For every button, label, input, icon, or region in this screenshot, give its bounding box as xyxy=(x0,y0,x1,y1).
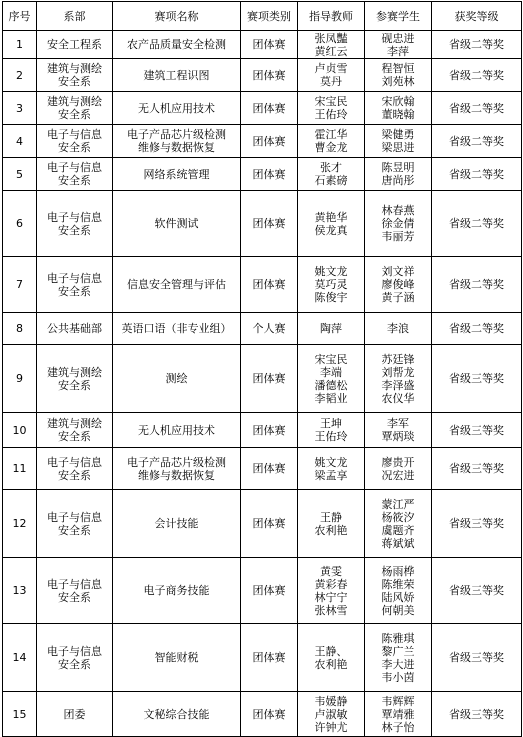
cell-students-line: 刘文祥 xyxy=(381,265,415,278)
cell-dept xyxy=(37,92,113,125)
table-row xyxy=(3,125,522,158)
cell-students-line: 林子怡 xyxy=(381,720,415,734)
cell-teachers xyxy=(298,448,365,490)
cell-dept-line: 建筑与测绘 xyxy=(47,417,102,430)
cell-teachers-line: 王佑玲 xyxy=(314,430,348,443)
cell-students-line: 李军 xyxy=(387,417,409,430)
cell-type: 团体赛 xyxy=(241,31,298,59)
cell-no: 8 xyxy=(3,313,37,345)
table-body xyxy=(3,31,522,737)
cell-students xyxy=(365,59,432,92)
cell-students-line: 唐尚彤 xyxy=(381,174,415,187)
cell-no: 9 xyxy=(3,345,37,413)
cell-teachers-line: 陶萍 xyxy=(320,322,342,335)
cell-type: 团体赛 xyxy=(241,413,298,448)
cell-dept xyxy=(37,125,113,158)
cell-event xyxy=(113,31,241,59)
cell-students-line: 徐金倩 xyxy=(381,217,415,230)
cell-students-line: 蒋斌斌 xyxy=(381,536,415,550)
cell-award: 省级二等奖 xyxy=(432,257,522,313)
cell-dept xyxy=(37,448,113,490)
cell-teachers xyxy=(298,191,365,257)
cell-students-line: 杨筱汐 xyxy=(381,510,415,524)
cell-students-line: 农仪华 xyxy=(381,391,415,405)
cell-teachers-line: 黄红云 xyxy=(314,44,348,58)
cell-dept-line: 安全系 xyxy=(58,590,91,604)
cell-students-line: 梁思进 xyxy=(381,141,415,154)
cell-dept-line: 安全系 xyxy=(58,430,91,443)
cell-event-line: 会计技能 xyxy=(154,517,199,530)
cell-students xyxy=(365,92,432,125)
cell-dept-line: 安全系 xyxy=(58,284,91,298)
cell-dept-line: 建筑与测绘 xyxy=(47,365,102,379)
cell-event-line: 无人机应用技术 xyxy=(138,423,215,437)
cell-type: 团体赛 xyxy=(241,448,298,490)
cell-dept xyxy=(37,624,113,692)
cell-dept-line: 电子与信息 xyxy=(47,644,102,658)
cell-type: 团体赛 xyxy=(241,59,298,92)
cell-students-line: 陈雅琪 xyxy=(381,631,415,645)
cell-dept-line: 电子与信息 xyxy=(47,210,102,224)
cell-teachers xyxy=(298,31,365,59)
cell-students xyxy=(365,191,432,257)
cell-no: 5 xyxy=(3,158,37,191)
header-cell-no: 序号 xyxy=(3,2,37,31)
cell-type: 团体赛 xyxy=(241,92,298,125)
cell-students-line: 虞题齐 xyxy=(381,523,415,537)
cell-teachers xyxy=(298,624,365,692)
cell-no: 1 xyxy=(3,31,37,59)
cell-students-line: 宋欣翰 xyxy=(381,95,415,108)
header-row xyxy=(3,2,522,31)
cell-dept xyxy=(37,313,113,345)
cell-students-line: 况宏进 xyxy=(381,468,415,482)
cell-dept xyxy=(37,692,113,737)
table-row xyxy=(3,558,522,624)
cell-dept-line: 安全系 xyxy=(58,378,91,392)
cell-award: 省级二等奖 xyxy=(432,313,522,345)
cell-dept-line: 公共基础部 xyxy=(47,322,102,335)
cell-teachers-line: 卢淑敏 xyxy=(314,707,348,721)
cell-no: 13 xyxy=(3,558,37,624)
cell-event-line: 信息安全管理与评估 xyxy=(127,278,226,291)
cell-teachers xyxy=(298,413,365,448)
cell-event-line: 电子产品芯片级检测 xyxy=(127,128,226,141)
cell-students-line: 杨雨桦 xyxy=(381,564,415,578)
cell-dept-line: 建筑与测绘 xyxy=(47,62,102,75)
cell-teachers-line: 姚文龙 xyxy=(314,455,348,469)
cell-event-line: 无人机应用技术 xyxy=(138,101,215,115)
cell-teachers-line: 王坤 xyxy=(320,417,342,430)
cell-no: 14 xyxy=(3,624,37,692)
cell-type: 团体赛 xyxy=(241,624,298,692)
cell-dept xyxy=(37,257,113,313)
cell-event-line: 建筑工程识图 xyxy=(143,68,210,82)
cell-students-line: 陈昱明 xyxy=(381,161,415,174)
cell-award: 省级二等奖 xyxy=(432,92,522,125)
cell-dept xyxy=(37,59,113,92)
cell-teachers-line: 霍江华 xyxy=(314,128,348,141)
cell-teachers-line: 曹金龙 xyxy=(314,141,348,154)
cell-students-line: 廖贵开 xyxy=(381,455,415,469)
cell-students-line: 廖俊峰 xyxy=(381,278,415,291)
cell-teachers-line: 宋宝民 xyxy=(314,95,348,108)
cell-students-line: 何朝美 xyxy=(381,603,415,617)
cell-students-line: 刘苑林 xyxy=(381,75,415,88)
table-row xyxy=(3,59,522,92)
cell-event xyxy=(113,413,241,448)
cell-students-line: 李萍 xyxy=(387,44,409,58)
cell-event xyxy=(113,624,241,692)
cell-dept xyxy=(37,158,113,191)
cell-teachers xyxy=(298,313,365,345)
cell-event xyxy=(113,692,241,737)
cell-dept xyxy=(37,413,113,448)
cell-students xyxy=(365,448,432,490)
cell-dept-line: 安全系 xyxy=(58,141,91,154)
cell-teachers xyxy=(298,558,365,624)
cell-award: 省级二等奖 xyxy=(432,125,522,158)
cell-dept-line: 电子与信息 xyxy=(47,161,102,174)
cell-students-line: 黄子涵 xyxy=(381,291,415,304)
cell-students-line: 覃靖雅 xyxy=(381,707,415,721)
cell-type: 团体赛 xyxy=(241,692,298,737)
table-row xyxy=(3,624,522,692)
cell-award: 省级二等奖 xyxy=(432,191,522,257)
table-row xyxy=(3,191,522,257)
cell-teachers-line: 王佑玲 xyxy=(314,108,348,121)
cell-students-line: 梁健勇 xyxy=(381,128,415,141)
cell-students-line: 韦丽芳 xyxy=(381,230,415,243)
cell-students-line: 蒙江严 xyxy=(381,497,415,511)
cell-event xyxy=(113,125,241,158)
cell-event xyxy=(113,59,241,92)
cell-students-line: 李浪 xyxy=(387,322,409,335)
cell-teachers-line: 王静 xyxy=(320,510,342,524)
cell-type: 团体赛 xyxy=(241,125,298,158)
cell-students xyxy=(365,624,432,692)
cell-event xyxy=(113,558,241,624)
cell-students-line: 韦小茵 xyxy=(381,670,415,684)
cell-dept xyxy=(37,31,113,59)
cell-students xyxy=(365,313,432,345)
cell-dept-line: 电子与信息 xyxy=(47,455,102,469)
cell-teachers xyxy=(298,125,365,158)
cell-no: 7 xyxy=(3,257,37,313)
cell-teachers xyxy=(298,59,365,92)
header-cell-dept: 系部 xyxy=(37,2,113,31)
cell-teachers-line: 农利艳 xyxy=(314,523,348,537)
header-cell-award: 获奖等级 xyxy=(432,2,522,31)
cell-event-line: 网络系统管理 xyxy=(143,167,210,181)
cell-teachers-line: 张林雪 xyxy=(314,603,348,617)
cell-students-line: 李大进 xyxy=(381,657,415,671)
cell-type: 团体赛 xyxy=(241,257,298,313)
cell-teachers-line: 侯龙真 xyxy=(314,223,348,237)
cell-dept-line: 电子与信息 xyxy=(47,271,102,285)
cell-dept-line: 安全工程系 xyxy=(47,38,102,51)
cell-award: 省级三等奖 xyxy=(432,413,522,448)
cell-dept-line: 安全系 xyxy=(58,468,91,482)
cell-type: 团体赛 xyxy=(241,345,298,413)
cell-teachers-line: 姚文龙 xyxy=(314,265,348,278)
cell-type: 个人赛 xyxy=(241,313,298,345)
cell-teachers-line: 莫巧灵 xyxy=(314,278,348,291)
cell-event xyxy=(113,448,241,490)
cell-award: 省级三等奖 xyxy=(432,558,522,624)
cell-event xyxy=(113,313,241,345)
cell-teachers-line: 王静、 xyxy=(314,644,348,658)
cell-award: 省级二等奖 xyxy=(432,59,522,92)
cell-dept-line: 安全系 xyxy=(58,174,91,187)
cell-award: 省级三等奖 xyxy=(432,692,522,737)
cell-students xyxy=(365,558,432,624)
cell-dept xyxy=(37,558,113,624)
table-row xyxy=(3,345,522,413)
cell-event xyxy=(113,92,241,125)
cell-teachers-line: 李韬业 xyxy=(314,391,348,405)
cell-teachers-line: 许钟尤 xyxy=(314,720,348,734)
cell-dept xyxy=(37,345,113,413)
cell-students-line: 苏廷锋 xyxy=(381,352,415,366)
cell-teachers-line: 农利艳 xyxy=(314,657,348,671)
cell-students xyxy=(365,31,432,59)
cell-students-line: 刘帮龙 xyxy=(381,365,415,379)
header-cell-type: 赛项类别 xyxy=(241,2,298,31)
cell-teachers xyxy=(298,257,365,313)
cell-students xyxy=(365,692,432,737)
cell-type: 团体赛 xyxy=(241,558,298,624)
cell-no: 3 xyxy=(3,92,37,125)
cell-dept-line: 电子与信息 xyxy=(47,510,102,524)
cell-teachers-line: 梁孟享 xyxy=(314,468,348,482)
cell-dept-line: 安全系 xyxy=(58,657,91,671)
cell-students xyxy=(365,490,432,558)
cell-students xyxy=(365,257,432,313)
cell-event-line: 测绘 xyxy=(165,372,188,385)
cell-no: 6 xyxy=(3,191,37,257)
cell-dept-line: 建筑与测绘 xyxy=(47,95,102,108)
table-row xyxy=(3,490,522,558)
cell-students xyxy=(365,413,432,448)
cell-teachers xyxy=(298,490,365,558)
table-row xyxy=(3,92,522,125)
cell-students-line: 韦辉辉 xyxy=(381,694,415,708)
cell-type: 团体赛 xyxy=(241,490,298,558)
cell-no: 10 xyxy=(3,413,37,448)
cell-no: 11 xyxy=(3,448,37,490)
table-row xyxy=(3,257,522,313)
cell-dept-line: 电子与信息 xyxy=(47,128,102,141)
cell-event-line: 软件测试 xyxy=(154,217,199,230)
cell-no: 12 xyxy=(3,490,37,558)
table-row xyxy=(3,448,522,490)
cell-students-line: 陆风娇 xyxy=(381,590,415,604)
cell-students-line: 覃炳琰 xyxy=(381,430,415,443)
cell-dept xyxy=(37,490,113,558)
cell-award: 省级三等奖 xyxy=(432,448,522,490)
cell-teachers-line: 潘德松 xyxy=(314,378,348,392)
cell-event-line: 电子产品芯片级检测 xyxy=(127,455,226,469)
header-cell-students: 参赛学生 xyxy=(365,2,432,31)
cell-event-line: 文秘综合技能 xyxy=(143,707,210,721)
header-cell-event: 赛项名称 xyxy=(113,2,241,31)
cell-teachers-line: 黄艳华 xyxy=(314,210,348,224)
cell-teachers xyxy=(298,692,365,737)
cell-dept-line: 安全系 xyxy=(58,108,91,121)
cell-event-line: 维修与数据恢复 xyxy=(138,468,215,482)
cell-students xyxy=(365,125,432,158)
cell-teachers xyxy=(298,158,365,191)
cell-award: 省级二等奖 xyxy=(432,158,522,191)
cell-dept xyxy=(37,191,113,257)
cell-event-line: 电子商务技能 xyxy=(143,584,210,597)
cell-students-line: 程智恒 xyxy=(381,62,415,75)
cell-teachers-line: 陈俊宇 xyxy=(314,291,348,304)
cell-event xyxy=(113,345,241,413)
cell-event-line: 农产品质量安全检测 xyxy=(127,38,226,51)
cell-students-line: 黎广兰 xyxy=(381,644,415,658)
cell-event xyxy=(113,490,241,558)
cell-teachers-line: 莫丹 xyxy=(320,75,342,88)
cell-teachers-line: 林宁宁 xyxy=(314,590,348,604)
cell-dept-line: 安全系 xyxy=(58,523,91,537)
table-row xyxy=(3,413,522,448)
cell-teachers-line: 黄彩春 xyxy=(314,577,348,591)
cell-teachers-line: 韦媛静 xyxy=(314,694,348,708)
cell-teachers xyxy=(298,345,365,413)
cell-students-line: 林春燕 xyxy=(381,204,415,217)
cell-teachers-line: 张凤豔 xyxy=(314,31,348,45)
cell-dept-line: 安全系 xyxy=(58,223,91,237)
cell-teachers-line: 李端 xyxy=(320,365,342,379)
cell-event-line: 维修与数据恢复 xyxy=(138,141,215,154)
table-row xyxy=(3,313,522,345)
cell-students-line: 董晓翰 xyxy=(381,108,415,121)
table-row xyxy=(3,158,522,191)
cell-award: 省级二等奖 xyxy=(432,31,522,59)
cell-teachers-line: 石素磅 xyxy=(314,174,348,187)
cell-event-line: 英语口语（非专业组） xyxy=(121,322,232,335)
cell-type: 团体赛 xyxy=(241,191,298,257)
cell-teachers-line: 黄雯 xyxy=(320,564,342,578)
cell-no: 4 xyxy=(3,125,37,158)
cell-event xyxy=(113,257,241,313)
cell-teachers xyxy=(298,92,365,125)
cell-award: 省级三等奖 xyxy=(432,624,522,692)
cell-event xyxy=(113,191,241,257)
awards-table xyxy=(2,1,522,737)
cell-event xyxy=(113,158,241,191)
cell-event-line: 智能财税 xyxy=(154,651,199,664)
cell-students-line: 砚忠进 xyxy=(381,31,415,45)
cell-award: 省级三等奖 xyxy=(432,345,522,413)
cell-students xyxy=(365,158,432,191)
table-row xyxy=(3,31,522,59)
cell-students-line: 李泽盛 xyxy=(381,378,415,392)
cell-dept-line: 电子与信息 xyxy=(47,577,102,591)
cell-students xyxy=(365,345,432,413)
cell-teachers-line: 卢贞雪 xyxy=(314,62,348,75)
cell-students-line: 陈维荣 xyxy=(381,577,415,591)
cell-teachers-line: 宋宝民 xyxy=(314,352,348,366)
cell-award: 省级三等奖 xyxy=(432,490,522,558)
cell-teachers-line: 张才 xyxy=(320,161,342,174)
cell-no: 2 xyxy=(3,59,37,92)
cell-no: 15 xyxy=(3,692,37,737)
header-cell-teachers: 指导教师 xyxy=(298,2,365,31)
cell-type: 团体赛 xyxy=(241,158,298,191)
cell-dept-line: 安全系 xyxy=(58,75,91,88)
cell-dept-line: 团委 xyxy=(63,707,86,721)
table-row xyxy=(3,692,522,737)
